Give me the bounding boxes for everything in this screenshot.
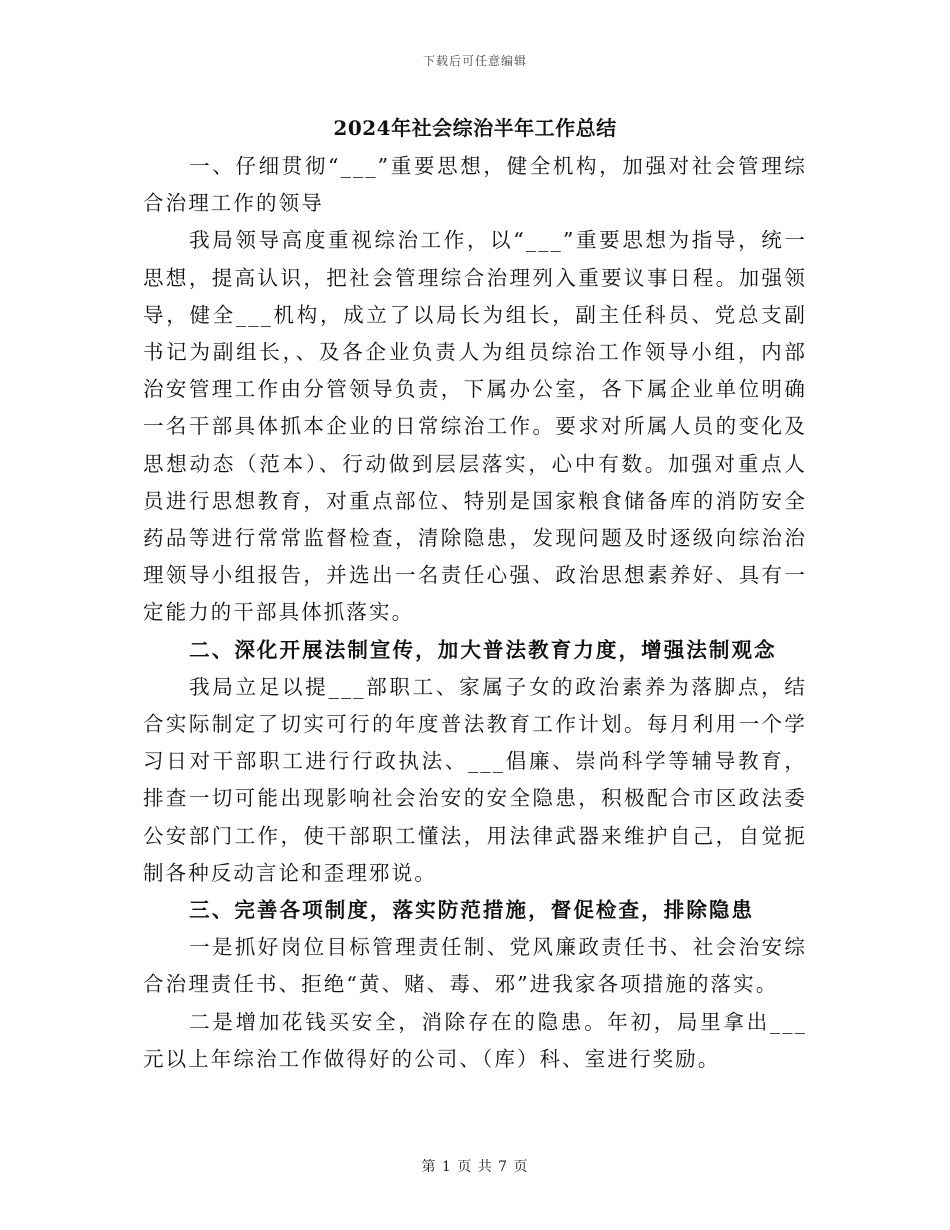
- body-paragraph-4: 二是增加花钱买安全，消除存在的隐患。年初，局里拿出___元以上年综治工作做得好的公司、（库）科、室进行奖励。: [143, 1009, 807, 1071]
- document-body: [143, 112, 807, 1078]
- section-heading-2: 二、深化开展法制宣传，加大普法教育力度，增强法制观念: [189, 637, 777, 662]
- body-paragraph-3: 一是抓好岗位目标管理责任制、党风廉政责任书、社会治安综合治理责任书、拒绝“黄、赌、毒、邪”进我家各项措施的落实。: [143, 935, 807, 997]
- page-header: 下载后可任意编辑: [422, 54, 527, 68]
- section-heading-3: 三、完善各项制度，落实防范措施，督促检查，排除隐患: [189, 898, 755, 923]
- body-paragraph-2: 我局立足以提___部职工、家属子女的政治素养为落脚点，结合实际制定了切实可行的年度普法教育工作计划。每月利用一个学习日对干部职工进行行政执法、___倡廉、崇尚科学等辅导教育，排查一切可能出现影响社会治安的安全隐患，积极配合市区政法委公安部门工作，使干部职工懂法，用法律武器来维护自己，自觉扼制各种反动言论和歪理邪说。: [143, 674, 807, 885]
- body-paragraph-1: 我局领导高度重视综治工作，以“___”重要思想为指导，统一思想，提高认识，把社会管理综合治理列入重要议事日程。加强领导，健全___机构，成立了以局长为组长，副主任科员、党总支副书记为副组长，、及各企业负责人为组员综治工作领导小组，内部治安管理工作由分管领导负责，下属办公室，各下属企业单位明确一名干部具体抓本企业的日常综治工作。要求对所属人员的变化及思想动态（范本）、行动做到层层落实，心中有数。加强对重点人员进行思想教育，对重点部位、特别是国家粮食储备库的消防安全药品等进行常常监督检查，清除隐患，发现问题及时逐级向综治治理领导小组报告，并选出一名责任心强、政治思想素养好、具有一定能力的干部具体抓落实。: [143, 228, 807, 625]
- page-footer: 第 1 页 共 7 页: [421, 1159, 529, 1175]
- section-heading-1: 一、仔细贯彻“___”重要思想，健全机构，加强对社会管理综合治理工作的领导: [143, 154, 807, 216]
- document-title: 2024年社会综治半年工作总结: [333, 116, 617, 140]
